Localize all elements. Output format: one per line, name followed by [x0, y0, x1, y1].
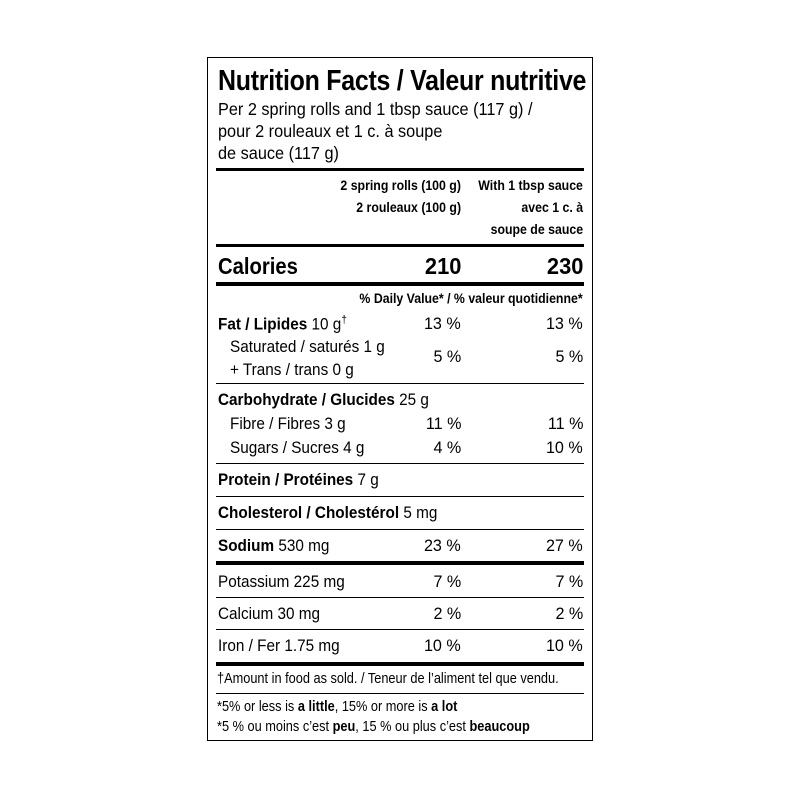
divider — [216, 463, 584, 464]
fat-col2: 13 % — [546, 314, 583, 333]
label-title: Nutrition Facts / Valeur nutritive — [218, 65, 587, 97]
footnote-en-prefix: *5% or less is — [217, 699, 298, 715]
divider — [216, 282, 584, 286]
divider — [216, 383, 584, 384]
sugars-label: Sugars / Sucres 4 g — [230, 438, 365, 457]
footnote-en-lot: a lot — [431, 699, 458, 715]
protein-label: Protein / Protéines — [218, 470, 354, 489]
column-2-header-line-3: soupe de sauce — [490, 221, 583, 237]
iron-label: Iron / Fer 1.75 mg — [218, 636, 340, 655]
sodium-amount: 530 mg — [278, 536, 330, 555]
footnote-en-mid: , 15% or more is — [334, 699, 432, 715]
calcium-col1: 2 % — [433, 604, 461, 623]
cholesterol-amount: 5 mg — [403, 503, 438, 522]
footnote-fr-peu: peu — [332, 719, 356, 735]
calories-col2: 230 — [546, 253, 583, 279]
sugars-col1: 4 % — [433, 438, 461, 457]
cholesterol-label: Cholesterol / Cholestérol — [218, 503, 400, 522]
daily-value-header: % Daily Value* / % valeur quotidienne* — [359, 290, 583, 306]
calories-col1: 210 — [424, 253, 461, 279]
divider — [216, 496, 584, 497]
trans-label: + Trans / trans 0 g — [230, 360, 354, 379]
fat-amount: 10 g — [311, 314, 342, 334]
nutrition-facts-label — [207, 57, 593, 741]
divider — [216, 629, 584, 630]
footnote-fr-prefix: *5 % ou moins c’est — [217, 719, 333, 735]
potassium-col2: 7 % — [555, 572, 583, 591]
calories-label: Calories — [218, 253, 298, 279]
saturated-col2: 5 % — [555, 347, 583, 366]
fat-row-label — [218, 315, 347, 333]
carbohydrate-amount: 25 g — [399, 390, 429, 409]
potassium-col1: 7 % — [433, 572, 461, 591]
divider — [216, 561, 584, 565]
sodium-col2: 27 % — [546, 536, 583, 555]
divider — [216, 662, 584, 666]
iron-col1: 10 % — [424, 636, 461, 655]
fibre-col2: 11 % — [547, 414, 583, 433]
fibre-col1: 11 % — [425, 414, 461, 433]
calcium-col2: 2 % — [555, 604, 583, 623]
fat-label: Fat / Lipides — [218, 314, 308, 334]
serving-size-line-1: Per 2 spring rolls and 1 tbsp sauce (117 g) / — [218, 99, 533, 119]
carbohydrate-label: Carbohydrate / Glucides — [218, 390, 395, 409]
serving-size-line-2: pour 2 rouleaux et 1 c. à soupe — [218, 121, 443, 141]
protein-row-label — [218, 471, 379, 488]
carbohydrate-row-label — [218, 391, 429, 408]
serving-size-line-3: de sauce (117 g) — [218, 143, 339, 163]
divider — [216, 597, 584, 598]
sugars-col2: 10 % — [546, 438, 583, 457]
protein-amount: 7 g — [357, 470, 379, 489]
column-1-header-line-1: 2 spring rolls (100 g) — [340, 177, 461, 193]
daily-value-footnote-en — [217, 700, 457, 715]
daily-value-footnote-fr — [217, 720, 530, 735]
fibre-label: Fibre / Fibres 3 g — [230, 414, 346, 433]
sodium-label: Sodium — [218, 536, 275, 555]
saturated-col1: 5 % — [433, 347, 461, 366]
divider — [216, 168, 584, 171]
iron-col2: 10 % — [546, 636, 583, 655]
footnote-fr-mid: , 15 % ou plus c’est — [355, 719, 470, 735]
footnote-fr-beaucoup: beaucoup — [469, 719, 530, 735]
calcium-label: Calcium 30 mg — [218, 604, 321, 623]
divider — [216, 693, 584, 694]
cholesterol-row-label — [218, 504, 437, 521]
column-1-header-line-2: 2 rouleaux (100 g) — [356, 199, 461, 215]
dagger-footnote: †Amount in food as sold. / Teneur de l’aliment tel que vendu. — [217, 671, 559, 687]
saturated-label: Saturated / saturés 1 g — [230, 337, 385, 356]
potassium-label: Potassium 225 mg — [218, 572, 345, 591]
sodium-row-label — [218, 537, 329, 554]
divider — [216, 244, 584, 247]
column-2-header-line-1: With 1 tbsp sauce — [478, 177, 583, 193]
divider — [216, 529, 584, 530]
dagger-mark: † — [341, 314, 347, 326]
fat-col1: 13 % — [424, 314, 461, 333]
column-2-header-line-2: avec 1 c. à — [521, 199, 583, 215]
footnote-en-little: a little — [297, 699, 335, 715]
sodium-col1: 23 % — [424, 536, 461, 555]
